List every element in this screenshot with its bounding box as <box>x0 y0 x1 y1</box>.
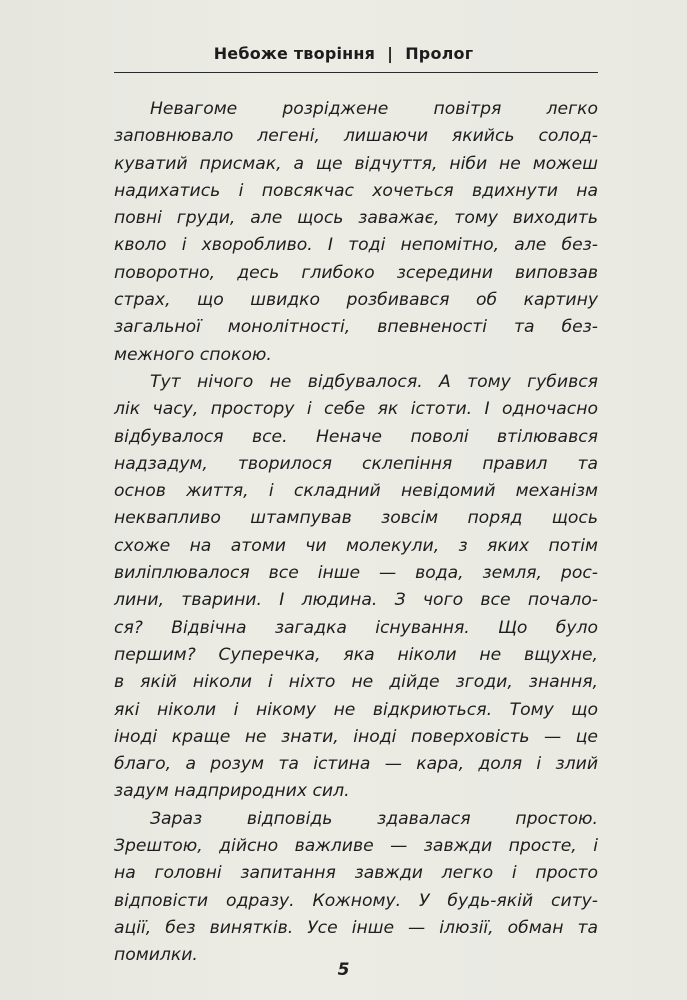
text-line: в якій ніколи і ніхто не дійде згоди, знання, <box>114 672 598 693</box>
text-line: Зараз відповідь здавалася простою. <box>150 808 598 829</box>
text-line: лини, тварини. І людина. З чого все почало- <box>114 590 598 611</box>
text-line: благо, а розум та істина — кара, доля і злий <box>114 754 598 775</box>
text-line: першим? Суперечка, яка ніколи не вщухне, <box>114 644 598 665</box>
text-line: на головні запитання завжди легко і просто <box>114 863 598 884</box>
text-line: відповісти одразу. Кожному. У будь-якій ситу- <box>114 890 598 911</box>
book-title: Небоже творіння <box>213 44 376 63</box>
text-line: відбувалося все. Неначе поволі втілювався <box>114 426 598 447</box>
text-line: Зрештою, дійсно важливе — завжди просте, і <box>114 836 598 857</box>
header-separator: | <box>387 44 394 63</box>
text-line: загальної монолітності, впевненості та без- <box>114 317 598 338</box>
text-line: лік часу, простору і себе як істоти. І одночасно <box>114 399 598 420</box>
text-line: ся? Відвічна загадка існування. Що було <box>114 617 598 638</box>
chapter-title: Пролог <box>405 44 474 63</box>
text-line: повні груди, але щось заважає, тому виходить <box>114 208 598 229</box>
text-line: надзадум, творилося склепіння правил та <box>114 453 598 474</box>
text-line: виліплювалося все інше — вода, земля, рос- <box>114 563 598 584</box>
text-line: основ життя, і складний невідомий механізм <box>114 481 598 502</box>
text-line: куватий присмак, а ще відчуття, ніби не можеш <box>114 153 598 174</box>
text-line: помилки. <box>114 945 198 966</box>
running-header <box>0 44 687 63</box>
text-line: кволо і хворобливо. І тоді непомітно, але без- <box>114 235 598 256</box>
text-line: надихатись і повсякчас хочеться вдихнути на <box>114 180 598 201</box>
text-line: заповнювало легені, лишаючи якийсь солод- <box>114 126 598 147</box>
text-line: іноді краще не знати, іноді поверховість — це <box>114 726 598 747</box>
text-line: Невагоме розріджене повітря легко <box>150 99 598 119</box>
text-line: страх, що швидко розбивався об картину <box>114 290 598 311</box>
page-number: 5 <box>337 960 350 980</box>
text-line: поворотно, десь глибоко зсередини виповзав <box>114 262 598 283</box>
text-line: задум надприродних сил. <box>114 781 350 802</box>
text-line: неквапливо штампував зовсім поряд щось <box>114 508 598 529</box>
text-line: ації, без винятків. Усе інше — ілюзії, обман та <box>114 917 598 938</box>
text-line: які ніколи і нікому не відкриються. Тому що <box>114 699 598 720</box>
body-text <box>114 96 598 970</box>
header-rule <box>114 72 598 73</box>
text-line: схоже на атоми чи молекули, з яких потім <box>114 535 598 556</box>
text-line: межного спокою. <box>114 344 272 365</box>
text-line: Тут нічого не відбувалося. А тому губився <box>150 371 598 392</box>
